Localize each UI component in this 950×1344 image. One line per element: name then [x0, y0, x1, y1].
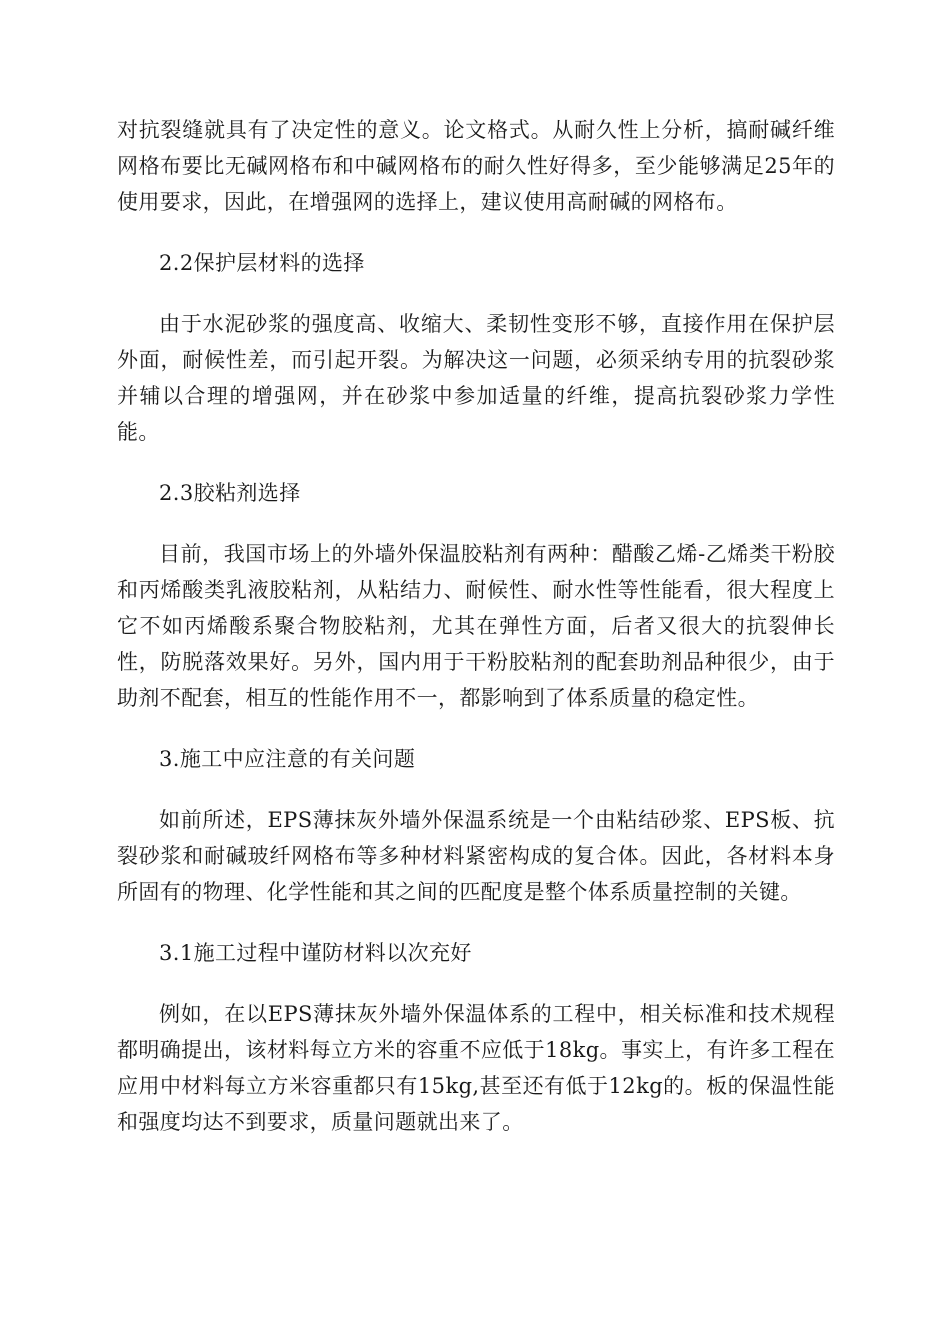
section-heading-2-3: 2.3胶粘剂选择: [159, 481, 301, 505]
paragraph: 由于水泥砂浆的强度高、收缩大、柔韧性变形不够，直接作用在保护层外面，耐候性差，而引起开裂。为解决这一问题，必须采纳专用的抗裂砂浆并辅以合理的增强网，并在砂浆中参加适量的纤维，提高抗裂砂浆力学性能。: [117, 312, 835, 444]
section-heading-3: 3.施工中应注意的有关问题: [159, 747, 416, 771]
paragraph: 目前，我国市场上的外墙外保温胶粘剂有两种：醋酸乙烯-乙烯类干粉胶和丙烯酸类乳液胶粘剂，从粘结力、耐候性、耐水性等性能看，很大程度上它不如丙烯酸系聚合物胶粘剂，尤其在弹性方面，后者又很大的抗裂伸长性，防脱落效果好。另外，国内用于干粉胶粘剂的配套助剂品种很少，由于助剂不配套，相互的性能作用不一，都影响到了体系质量的稳定性。: [117, 542, 835, 710]
paragraph: 对抗裂缝就具有了决定性的意义。论文格式。从耐久性上分析，搞耐碱纤维网格布要比无碱网格布和中碱网格布的耐久性好得多，至少能够满足25年的使用要求，因此，在增强网的选择上，建议使用高耐碱的网格布。: [117, 118, 835, 214]
paragraph: 例如，在以EPS薄抹灰外墙外保温体系的工程中，相关标准和技术规程都明确提出，该材料每立方米的容重不应低于18kg。事实上，有许多工程在应用中材料每立方米容重都只有15kg,甚至还有低于12kg的。板的保温性能和强度均达不到要求，质量问题就出来了。: [117, 1002, 835, 1134]
document-body: [117, 112, 835, 1165]
paragraph: 如前所述，EPS薄抹灰外墙外保温系统是一个由粘结砂浆、EPS板、抗裂砂浆和耐碱玻纤网格布等多种材料紧密构成的复合体。因此，各材料本身所固有的物理、化学性能和其之间的匹配度是整个体系质量控制的关键。: [117, 808, 835, 904]
section-heading-2-2: 2.2保护层材料的选择: [159, 251, 365, 275]
section-heading-3-1: 3.1施工过程中谨防材料以次充好: [159, 941, 472, 965]
